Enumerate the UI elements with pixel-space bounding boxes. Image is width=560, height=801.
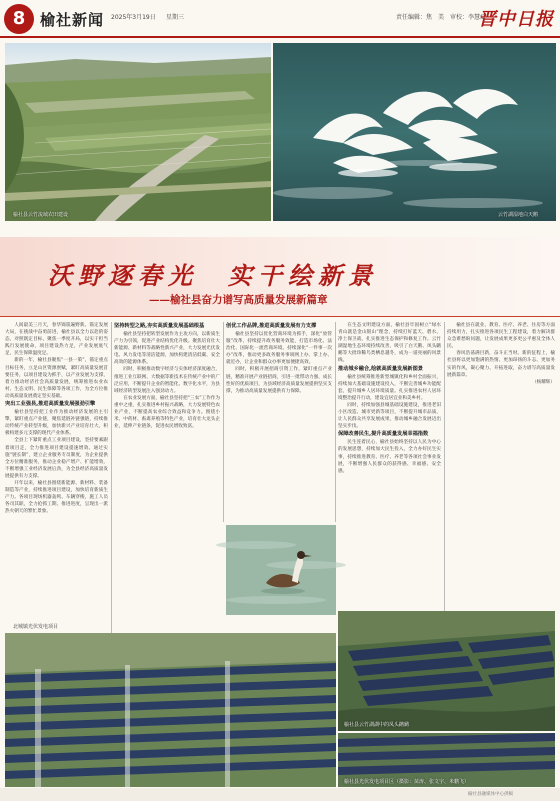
photo-caption: 云竹湖湿地白天鹅 [498,212,539,218]
headline-banner [0,237,560,317]
publication-date: 2025年3月19日 [111,14,156,21]
photo-solar-bottom-right [338,733,555,787]
footer-credit: 榆社县融媒体中心供稿 [468,792,513,797]
paragraph: 榆社县坚持以优化营商环境为抓手，深化“放管服”改革，持续提升政务服务效能，打造市场化、法治化、国际化一流营商环境。持续深化“一件事一次办”改革，推动更多政务服务事项网上办、掌上办、就近办，让企业和群众办事更加便捷高效。 [226,332,332,366]
headline-subtitle: ——榆社县奋力谱写高质量发展新篇章 [149,294,328,306]
paragraph: 新的一年，榆社县聚焦“一县一策”，锚定重点目标任务，立足山区资源禀赋，紧盯高质量发展首要任务，以项目建设为抓手，以产业发展为支撑，着力推动经济社会高质量发展，统筹推进农业农村、生态文明、民生保障等各项工作，为全方位推动高质量发展奠定坚实基础。 [5,358,108,399]
paragraph: 在生态文明建设方面，榆社县牢固树立“绿水青山就是金山银山”理念，持续打好蓝天、碧水、净土保卫战，扎实推进生态保护和修复工作。云竹湖湿地生态环境持续改善，吸引了白天鹅、凤头䴙䴘等大批珍稀鸟类栖息越冬，成为一道亮丽的风景线。 [338,323,441,364]
photo-solar-right [338,611,555,731]
photo-farmland-aerial [5,43,271,221]
photo-grebe [226,525,336,615]
publication-weekday: 星期三 [166,14,185,21]
photo-caption: 榆社县云竹流域农田建设 [13,212,69,218]
paragraph: 同时，积极开展招商引资工作，紧盯重点产业链，精准开展产业链招商，引进一批带动力强、成长性好的优质项目，为县域经济高质量发展提供坚实支撑，为推动高质量发展提供有力保障。 [226,367,332,394]
page-number-badge: 8 [4,4,34,34]
paragraph: 人间最美三月天，春华锦簇遍野新。锚定发展大局，在挑战中奋勇前进，榆社县以全力以赴的姿态，对照既定目标，聚焦一季度开局，以实干担当践行发展使命，项目建设热力足，产业发展底气足，民生保障温度足。 [5,323,108,357]
grebe-image [226,525,336,615]
paragraph: 春风浩荡满目新，奋斗正当时。新的征程上，榆社县将以更加饱满的热情、更加昂扬的斗志、更加务实的作风，凝心聚力、开拓进取，奋力谱写高质量发展新篇章。 [447,351,555,378]
paragraph: 开年以来，榆社县围绕新能源、新材料、装备制造等产业，持续推进项目建设，加快培育新质生产力。各项目现场机器轰鸣、车辆穿梭，施工人员各司其职，全力抢抓工期、推进进度，呈现出一派热火朝天的繁忙景象。 [5,480,108,515]
section-subhead: 保障改善民生,提升高质量发展幸福指数 [338,431,429,438]
page-header [0,0,560,42]
solar-field-image [5,633,336,787]
article-author: （杨耀辉） [532,379,555,385]
section-title: 榆社新闻 [40,11,105,29]
photo-caption: 榆社县光伏发电项目区（摄影：苗涛、张文宇、米鹏飞） [344,779,470,785]
paragraph: 榆社县坚持把工业作为推动经济发展的主引擎，紧盯重点产业链，聚焦延链补链强链，持续推动传统产业转型升级，加快新兴产业培育壮大，积极构建多元支撑的现代产业体系。 [5,410,108,437]
text-column-3 [226,322,332,522]
paragraph: 全县上下紧盯重点工业项目建设，坚持要素跟着项目走，全力推进项目建设提速增效。通过实施“链长制”，建立企业服务专员制度，为企业提供全方位精准服务，推动企业稳产增产、扩能增效，不断增强工业经济发展后劲，为全县经济高质量发展提供有力支撑。 [5,438,108,479]
solar-right-image [338,611,555,731]
swans-image [273,43,556,221]
section-subhead: 创优工作品牌,推进高质量发展有力支撑 [226,323,317,329]
newspaper-masthead: 晋中日报 [478,9,554,30]
banner-divider [0,316,560,317]
photo-swans [273,43,556,221]
paragraph: 榆社县在就业、教育、医疗、养老、住房等方面持续用力，扎实推进各项民生工程建设，着力解决群众急难愁盼问题，让发展成果更多更公平惠及全体人民。 [447,323,555,350]
paragraph: 民生连着民心，榆社县始终坚持以人民为中心的发展思想，持续加大民生投入，全力办好民生实事，持续推进教育、医疗、养老等各项社会事业发展，不断增强人民群众的获得感、幸福感、安全感。 [338,440,441,474]
section-subhead: 坚持转型之路,夯实高质量发展基础根基 [114,323,205,329]
paragraph: 同时，积极推动数字经济与实体经济深度融合，推进工业互联网、大数据等新技术在传统产业中的广泛应用，不断提升企业的智能化、数字化水平，为县域经济转型发展注入强劲动力。 [114,367,220,394]
photo-caption: 北城镇光伏发电项目 [13,624,59,630]
column-divider [223,322,224,522]
farmland-aerial-image [5,43,271,221]
section-subhead: 突出工业强县,推进高质量发展强劲引擎 [5,401,96,408]
paragraph: 榆社县统筹推进新型城镇化和乡村全面振兴，持续加大基础设施建设投入，不断完善城乡功能配套，提升城乡人居环境质量。扎实推进农村人居环境整治提升行动，建设宜居宜业和美乡村。 [338,374,441,401]
headline-title: 沃野逐春光 实干绘新景 [48,261,378,290]
photo-solar-field [5,624,336,787]
paragraph: 榆社县坚持把转型发展作为主攻方向，以新质生产力为引领，促进产业结构优化升级。聚焦培育壮大新能源、新材料等战略性新兴产业，大力发展光伏发电、风力发电等清洁能源，加快构建清洁低碳、安全高效的能源体系。 [114,332,220,366]
column-divider [335,322,336,522]
paragraph: 在农业发展方面，榆社县坚持把“三农”工作作为重中之重，扎实推进乡村振兴战略，大力发展特色农业产业，不断提高农业综合效益和竞争力。围绕小米、中药材、畜禽养殖等特色产业，培育壮大龙头企业，延伸产业链条，促进农民增收致富。 [114,395,220,430]
section-subhead: 推动城乡融合,绘就高质量发展新图景 [338,365,423,372]
paragraph: 同时，持续加强县城基础设施建设，推进老旧小区改造、城市更新等项目，不断提升城市品质，让人民群众共享发展成果，推动城乡融合发展迈出坚实步伐。 [338,402,441,430]
editor-credits: 责任编辑：焦 美 审校：李慧斌 [396,14,487,21]
header-divider [0,36,560,38]
photo-caption: 榆社县云竹湖湖中的凤头䴙䴘 [344,722,410,728]
